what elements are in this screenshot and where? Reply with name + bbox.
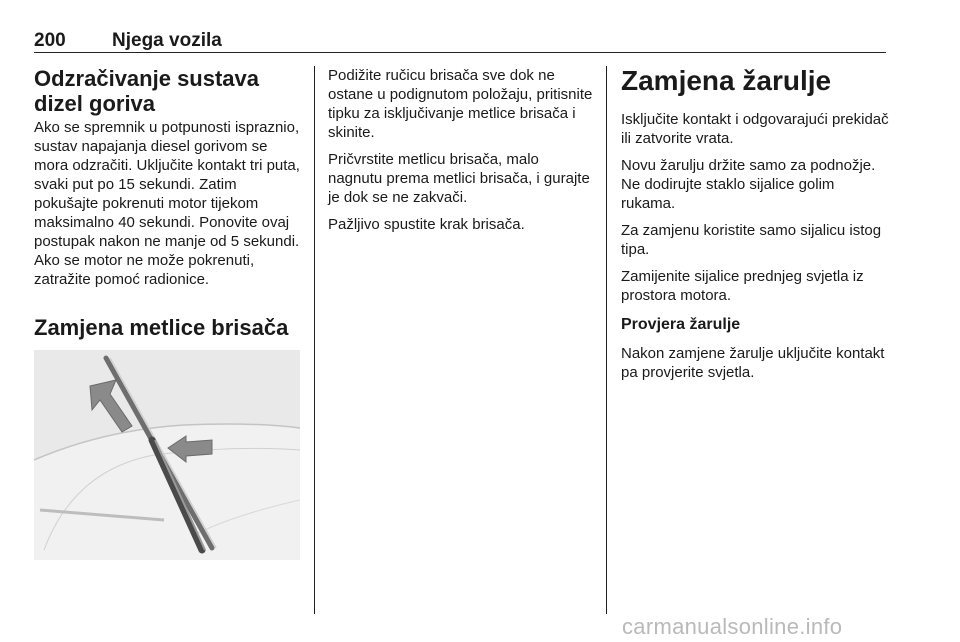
wiper-blade-illustration-icon bbox=[34, 350, 300, 560]
paragraph: Zamijenite sijalice prednjeg svjetla iz prostora motora. bbox=[621, 268, 864, 304]
running-title: Njega vozila bbox=[112, 30, 222, 51]
column-divider-2 bbox=[606, 66, 607, 614]
paragraph: Isključite kontakt i odgovarajući prekidač ili zatvorite vrata. bbox=[621, 111, 889, 147]
paragraph: Pažljivo spustite krak brisača. bbox=[328, 216, 525, 233]
watermark: carmanualsonline.info bbox=[622, 614, 843, 639]
column-left bbox=[34, 66, 304, 560]
paragraph: Novu žarulju držite samo za podnožje. Ne dodirujte staklo sijalice golim rukama. bbox=[621, 157, 876, 212]
subsection-body-bulb-check: Nakon zamjene žarulje uključite kontakt pa provjerite svjetla. bbox=[621, 345, 885, 381]
section-title-fuel-bleeding: Odzračivanje sustava dizel goriva bbox=[34, 66, 260, 116]
paragraph: Pričvrstite metlicu brisača, malo nagnutu prema metlici brisača, i gurajte je dok se ne zakvači. bbox=[328, 151, 590, 206]
column-middle bbox=[328, 66, 594, 242]
page-number: 200 bbox=[34, 30, 66, 51]
page-header bbox=[34, 30, 886, 53]
paragraph: Za zamjenu koristite samo sijalicu istog tipa. bbox=[621, 222, 882, 258]
column-right bbox=[621, 66, 891, 390]
section-body-fuel-bleeding: Ako se spremnik u potpunosti ispraznio, sustav napajanja diesel gorivom se mora odzračiti. Uključite kontakt tri puta, svaki put po 15 sekundi. Zatim pokušajte pokrenuti motor tijekom maksimalno 40 sekundi. Ponovite ovaj postupak nakon ne manje od 5 sekundi. Ako se motor ne može pokrenuti, zatražite pomoć radionice. bbox=[34, 119, 300, 288]
column-divider-1 bbox=[314, 66, 315, 614]
section-title-bulb-replacement: Zamjena žarulje bbox=[621, 65, 832, 96]
subsection-title-bulb-check: Provjera žarulje bbox=[621, 316, 741, 333]
section-title-wiper-replacement: Zamjena metlice brisača bbox=[34, 315, 289, 340]
paragraph: Podižite ručicu brisača sve dok ne ostane u podignutom položaju, pritisnite tipku za isključivanje metlice brisača i skinite. bbox=[328, 67, 593, 141]
